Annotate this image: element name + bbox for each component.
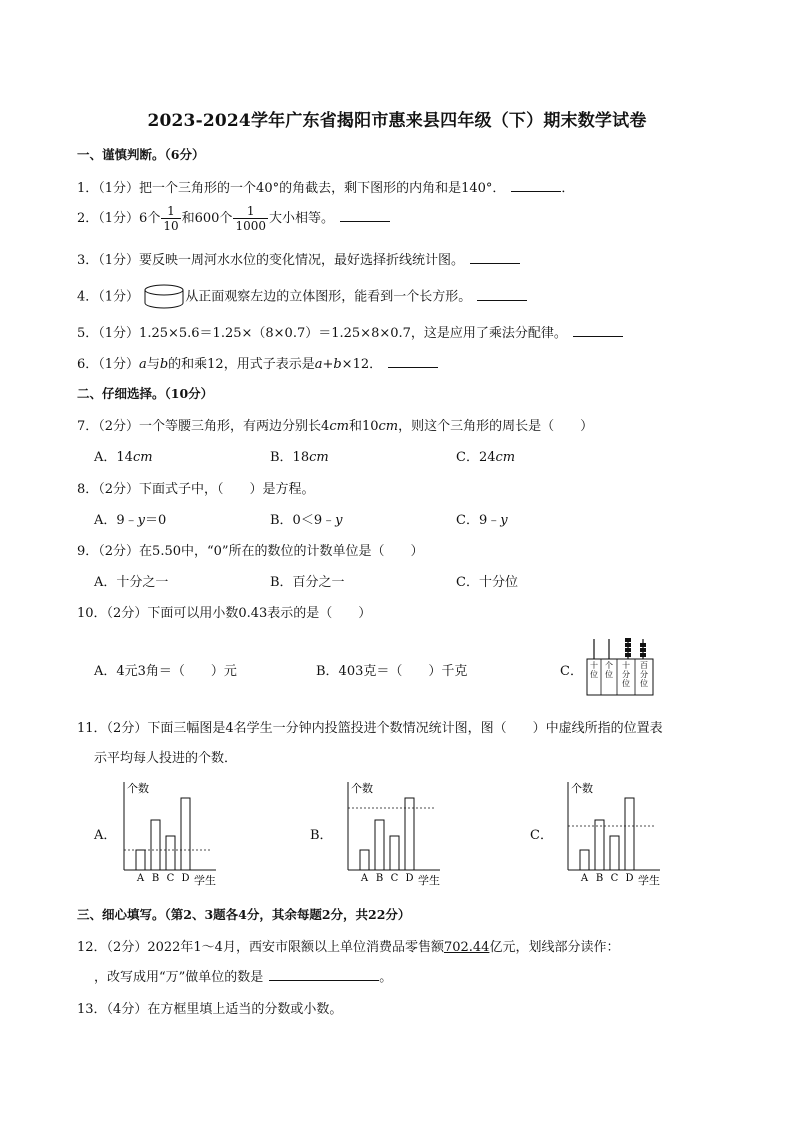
y-axis-label: 个数 — [571, 782, 593, 795]
tick-label: B — [151, 873, 160, 884]
section-1-heading: 一、谨慎判断。（6分） — [77, 147, 205, 162]
bar-C — [390, 836, 399, 870]
question-11-line1: 11．（2分）下面三幅图是4名学生一分钟内投篮投进个数情况统计图，图（ ）中虚线所指的位置表 — [77, 721, 663, 736]
section-2-heading: 二、仔细选择。（10分） — [77, 386, 214, 401]
answer-blank[interactable] — [573, 326, 623, 337]
tick-label: D — [181, 873, 190, 884]
bar-A — [136, 850, 145, 870]
question-4: 4．（1分） 从正面观察左边的立体图形，能看到一个长方形。 — [77, 284, 527, 310]
y-axis-label: 个数 — [127, 782, 149, 795]
question-12-line1: 12．（2分）2022年1～4月，西安市限额以上单位消费品零售额702.44亿元，划线部分读作： — [77, 940, 620, 955]
option-10a[interactable]: A．4元3角＝（ ）元 — [94, 664, 237, 679]
svg-text:位: 位 — [640, 679, 648, 688]
section-3-heading: 三、细心填写。（第2、3题各4分，其余每题2分，共22分） — [77, 907, 411, 922]
option-9b[interactable]: B．百分之一 — [270, 575, 345, 590]
bar-D — [181, 798, 190, 870]
question-5: 5．（1分）1.25×5.6＝1.25×（8×0.7）＝1.25×8×0.7，这是应用了乘法分配律。 — [77, 322, 623, 341]
option-10b[interactable]: B．403克＝（ ）千克 — [316, 664, 468, 679]
option-8c[interactable]: C．9﹣y — [456, 513, 508, 528]
tick-label: B — [375, 873, 384, 884]
bar-B — [375, 820, 384, 870]
tick-label: A — [580, 873, 589, 884]
abacus-label-tenths: 十 — [622, 661, 630, 670]
tick-label: A — [136, 873, 145, 884]
question-9: 9．（2分）在5.50中，“0”所在的数位的计数单位是（ ） — [77, 544, 424, 559]
question-2: 2．（1分）6个 $\frac{1}{10}$ 和600个 $\frac{1}{1000}$ 大小相等。 — [77, 204, 390, 233]
question-3: 3．（1分）要反映一周河水水位的变化情况，最好选择折线统计图。 — [77, 249, 520, 268]
svg-text:分: 分 — [640, 670, 648, 679]
bar-chart-c — [560, 776, 670, 886]
bar-B — [595, 820, 604, 870]
fraction: $\frac{1}{1000}$ — [235, 204, 266, 233]
option-8b[interactable]: B．0＜9﹣y — [270, 513, 343, 528]
tick-label: D — [405, 873, 414, 884]
option-7a[interactable]: A．14cm — [94, 450, 153, 465]
option-9c[interactable]: C．十分位 — [456, 575, 518, 590]
bar-C — [166, 836, 175, 870]
bar-A — [360, 850, 369, 870]
bar-chart-a — [116, 776, 226, 886]
x-axis-label: 学生 — [418, 874, 440, 886]
question-10: 10．（2分）下面可以用小数0.43表示的是（ ） — [77, 606, 372, 621]
abacus-figure — [584, 637, 656, 697]
tick-label: C — [166, 873, 175, 884]
bar-chart-b — [340, 776, 450, 886]
svg-text:位: 位 — [605, 670, 613, 679]
answer-blank[interactable] — [477, 290, 527, 301]
bar-C — [610, 836, 619, 870]
question-6: 6．（1分）a与b的和乘12，用式子表示是a+b×12． — [77, 353, 438, 372]
tick-label: A — [360, 873, 369, 884]
page-title: 2023-2024学年广东省揭阳市惠来县四年级（下）期末数学试卷 — [147, 111, 647, 131]
question-11-line2: 示平均每人投进的个数． — [94, 751, 238, 766]
answer-blank[interactable] — [388, 357, 438, 368]
option-7b[interactable]: B．18cm — [270, 450, 329, 465]
option-7c[interactable]: C．24cm — [456, 450, 516, 465]
option-10c[interactable]: C． — [560, 664, 583, 679]
option-11b[interactable]: B． — [310, 828, 333, 843]
tick-label: C — [390, 873, 399, 884]
abacus-label-ones: 个 — [605, 661, 613, 670]
abacus-label-tens: 十 — [590, 661, 598, 670]
option-11a[interactable]: A． — [94, 828, 117, 843]
answer-blank[interactable] — [340, 211, 390, 222]
question-12-line2: ，改写成用“万”做单位的数是 。 — [94, 970, 393, 985]
tick-label: C — [610, 873, 619, 884]
tick-label: D — [625, 873, 634, 884]
question-7: 7．（2分）一个等腰三角形，有两边分别长4cm和10cm，则这个三角形的周长是（ ） — [77, 419, 594, 434]
bar-A — [580, 850, 589, 870]
option-11c[interactable]: C． — [530, 828, 553, 843]
bar-D — [625, 798, 634, 870]
tick-label: B — [595, 873, 604, 884]
x-axis-label: 学生 — [194, 874, 216, 886]
x-axis-label: 学生 — [638, 874, 660, 886]
abacus-label-hundredths: 百 — [640, 661, 648, 670]
answer-blank[interactable] — [269, 970, 379, 981]
svg-text:分: 分 — [622, 670, 630, 679]
svg-text:位: 位 — [622, 679, 630, 688]
question-8: 8．（2分）下面式子中，（ ）是方程。 — [77, 482, 315, 497]
question-13: 13．（4分）在方框里填上适当的分数或小数。 — [77, 1002, 343, 1017]
underlined-number: 702.44 — [443, 940, 490, 955]
question-1: 1．（1分）把一个三角形的一个40°的角截去，剩下图形的内角和是140°． ． — [77, 181, 575, 196]
fraction: $\frac{1}{10}$ — [163, 204, 179, 233]
cylinder-icon — [143, 284, 185, 310]
svg-text:位: 位 — [590, 670, 598, 679]
bar-D — [405, 798, 414, 870]
answer-blank[interactable] — [470, 253, 520, 264]
y-axis-label: 个数 — [351, 782, 373, 795]
answer-blank[interactable] — [511, 181, 561, 192]
bar-B — [151, 820, 160, 870]
option-8a[interactable]: A．9﹣y＝0 — [94, 513, 167, 528]
option-9a[interactable]: A．十分之一 — [94, 575, 169, 590]
